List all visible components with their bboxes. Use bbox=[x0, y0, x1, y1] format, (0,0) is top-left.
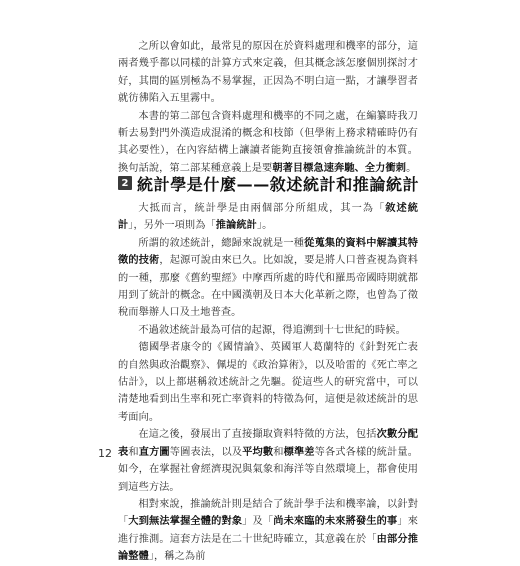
paragraph-text: 。 bbox=[406, 162, 417, 174]
paragraph bbox=[118, 322, 418, 339]
paragraph-text: 和 bbox=[128, 446, 139, 458]
section-heading bbox=[118, 172, 438, 194]
emphasized-text: 推論統計 bbox=[215, 220, 257, 232]
emphasized-text: 尚未來臨的未來將發生的事 bbox=[273, 516, 398, 528]
paragraph-text: 」及「 bbox=[242, 516, 274, 528]
paragraph-text: 所謂的敘述統計，總歸來說就是一種 bbox=[138, 237, 305, 249]
paragraph bbox=[118, 339, 418, 426]
paragraph bbox=[118, 426, 418, 496]
intro-text-block bbox=[118, 38, 418, 177]
paragraph-text: 德國學者康令的《國情論》、英國軍人葛蘭特的《針對死亡表的自然與政治觀察》、佩堤的《政治算術》，以及哈雷的《死亡率之估計》，以上都堪稱敘述統計之先驅。從這些人的研究當中，可以清楚地看到出生率和死亡率資料的特徵為何，這便是敘述統計的思考面向。 bbox=[118, 342, 418, 423]
section-title: 統計學是什麼——敘述統計和推論統計 bbox=[137, 174, 420, 194]
paragraph bbox=[118, 38, 418, 108]
paragraph-text: 」來進行推測。這套方法是在二十世紀時確立，其意義在於「 bbox=[118, 516, 419, 545]
paragraph-text: 相對來說，推論統計則是結合了統計學手法和機率論，以針對「 bbox=[118, 498, 418, 528]
emphasized-text: 朝著目標急速奔馳、全力衝刺 bbox=[272, 162, 407, 174]
paragraph-text: 之所以會如此，最常見的原因在於資料處理和機率的部分，這兩者幾乎都以同樣的計算方式來定義，但其概念該怎麼個別探討才好，其間的區別極為不易掌握，正因為不明白這一點，才讓學習者就彷彿陷入五里霧中。 bbox=[118, 41, 418, 105]
emphasized-text: 由部分推論整體 bbox=[118, 533, 418, 563]
paragraph-text: 在這之後，發展出了直接擷取資料特徵的方法，包括 bbox=[138, 429, 377, 441]
emphasized-text: 從蒐集的資料中解讀其特徵的技術 bbox=[118, 237, 418, 267]
emphasized-text: 直方圖 bbox=[138, 446, 170, 458]
paragraph-text: ，起源可說由來已久。比如說，要是將人口普查視為資料的一種，那麼《舊約聖經》中摩西所處的時代和羅馬帝國時期就都用到了統計的概念。在中國漢朝及日本大化革新之際，也曾為了徵稅而舉辦人口及土地普查。 bbox=[118, 255, 418, 319]
paragraph-text: 本書的第二部包含資料處理和機率的不同之處，在編纂時我刀斬去易對門外漢造成混淆的概念和枝節（但學術上務求精確時仍有其必要性），在內容結構上讓讀者能夠直接領會推論統計的本質。換句話說，第二部某種意義上是要 bbox=[118, 110, 418, 174]
emphasized-text: 次數分配表 bbox=[118, 429, 418, 458]
paragraph-text: 不過敘述統計最為可信的起源，得追溯到十七世紀的時候。 bbox=[138, 324, 406, 336]
paragraph bbox=[118, 235, 418, 322]
paragraph bbox=[118, 108, 418, 178]
paragraph-text: 」，稱之為前 bbox=[148, 551, 206, 563]
paragraph bbox=[118, 496, 418, 566]
paragraph-text: 等圖表法，以及 bbox=[169, 446, 243, 458]
emphasized-text: 大到無法掌握全體的對象 bbox=[128, 516, 243, 528]
paragraph-text: 和 bbox=[273, 446, 284, 458]
paragraph-text: 大抵而言，統計學是由兩個部分所組成，其一為「 bbox=[138, 203, 386, 214]
paragraph bbox=[118, 200, 418, 235]
emphasized-text: 平均數 bbox=[242, 446, 274, 458]
paragraph-text: 」，另外一項則為「 bbox=[128, 220, 216, 232]
page-number: 12 bbox=[98, 447, 112, 460]
section-body-text bbox=[118, 200, 418, 566]
emphasized-text: 敘述統計 bbox=[118, 203, 418, 232]
paragraph-text: 等各式各樣的統計量。如今，在掌握社會經濟現況與氣象和海洋等自然環境上，都會使用到這些方法。 bbox=[118, 446, 419, 493]
paragraph-text: 」。 bbox=[256, 220, 273, 232]
emphasized-text: 標準差 bbox=[283, 446, 315, 458]
section-number-badge: 2 bbox=[118, 176, 132, 190]
